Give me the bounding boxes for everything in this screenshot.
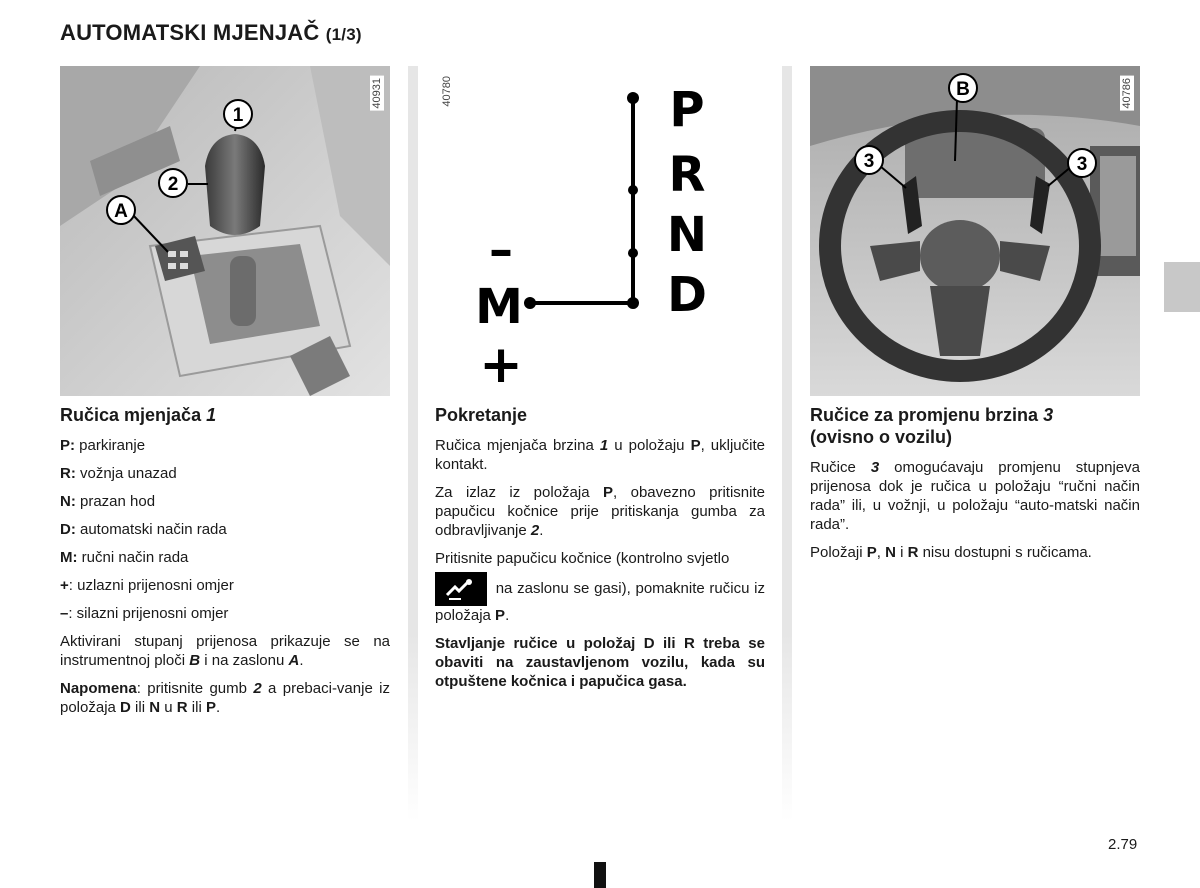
item-key: P: (60, 437, 75, 454)
ref: R (176, 699, 188, 716)
figure-code: 40780 (441, 76, 453, 107)
ref: A (288, 652, 300, 669)
text: Ručice (810, 459, 871, 476)
section-title-number: 1 (206, 405, 217, 425)
text: u (160, 699, 177, 716)
paragraph-note (60, 679, 390, 717)
item-key: R: (60, 465, 76, 482)
text: . (299, 652, 304, 669)
ref: 1 (599, 437, 609, 454)
ref: 3 (870, 459, 880, 476)
item-key: – (60, 605, 69, 622)
chapter-thumb-tab (1164, 262, 1200, 312)
text: Položaji (810, 544, 867, 561)
callout-b: B (956, 79, 970, 100)
page-number: 2.79 (1108, 836, 1138, 853)
section-title-gear-lever (60, 404, 390, 426)
ref: R (907, 544, 919, 561)
steering-wheel-illustration (810, 66, 1140, 396)
gear-letter-d: D (667, 267, 707, 323)
text: a prebaci-vanje iz položaja (60, 680, 390, 716)
gear-lever-photo (60, 66, 390, 396)
item-text: vožnja unazad (75, 465, 177, 482)
ref: P (495, 607, 506, 624)
text: : pritisnite gumb (136, 680, 254, 697)
text: u položaju (608, 437, 691, 454)
minus-symbol: – (489, 222, 513, 278)
paragraph-brake-light: Pritisnite papučicu kočnice (kontrolno svjetlo (435, 550, 730, 567)
ref: P (690, 437, 701, 454)
gear-pattern-illustration (435, 66, 765, 396)
item-key: + (60, 577, 69, 594)
list-item (60, 548, 390, 567)
column-paddles (810, 66, 1140, 571)
gear-letter-r: R (668, 147, 706, 203)
ref: P (205, 699, 216, 716)
warning-paragraph: Stavljanje ručice u položaj D ili R treba se obaviti na zaustavljenom vozilu, kada su otpuštene kočnica i papučica gasa. (435, 635, 765, 690)
paragraph-gear-display (60, 632, 390, 670)
text: nisu dostupni s ručicama. (918, 544, 1092, 561)
text: Aktivirani stupanj prijenosa prikazuje se na instrumentnoj ploči (60, 633, 390, 669)
item-key: D: (60, 521, 76, 538)
item-text: prazan hod (75, 493, 156, 510)
gear-letter-p: P (669, 82, 705, 138)
ref: B (189, 652, 201, 669)
item-text: : silazni prijenosni omjer (68, 605, 229, 622)
steering-wheel-photo (810, 66, 1140, 396)
paragraph-paddles (810, 458, 1140, 534)
text: . (505, 607, 510, 624)
text: i na zaslonu (200, 652, 289, 669)
list-item (60, 604, 390, 623)
ref: D (120, 699, 131, 716)
column-separator-left (408, 66, 418, 822)
section-title-starting: Pokretanje (435, 405, 528, 425)
ref: N (885, 544, 896, 561)
ref: 2 (253, 680, 262, 697)
gear-pattern-diagram (435, 66, 765, 396)
callout-3-right: 3 (1076, 154, 1088, 175)
list-item (60, 492, 390, 511)
section-title-number: 3 (1043, 405, 1054, 425)
paragraph-positions (810, 543, 1140, 562)
note-label: Napomena (60, 680, 137, 697)
text: . (215, 699, 221, 716)
list-item (60, 576, 390, 595)
item-text: parkiranje (75, 437, 146, 454)
figure-code: 40931 (371, 78, 383, 109)
list-item (60, 436, 390, 455)
callout-a: A (114, 201, 128, 222)
gear-lever-illustration (60, 66, 390, 396)
text: , obavezno pritisnite papučicu kočnice prije pritiskanja gumba za odbravljivanje (435, 484, 765, 539)
brake-pedal-warning-icon (435, 572, 487, 606)
text: na zaslonu se gasi), pomaknite ručicu iz položaja (435, 579, 765, 624)
column-separator-right (782, 66, 792, 822)
gear-letter-n: N (666, 207, 708, 263)
ref: P (603, 484, 614, 501)
column-gear-lever (60, 66, 390, 726)
text: ili (130, 699, 150, 716)
page-title (60, 20, 362, 46)
item-key: M: (60, 549, 78, 566)
item-text: : uzlazni prijenosni omjer (68, 577, 234, 594)
section-title-text: Ručice za promjenu brzina (810, 405, 1039, 425)
text: Za izlaz iz položaja (435, 484, 603, 501)
section-title-qualifier: (ovisno o vozilu) (810, 427, 952, 447)
page-title-subtitle: (1/3) (325, 25, 362, 44)
text: . (539, 522, 544, 539)
paragraph-brake-light-cont (435, 572, 765, 625)
gear-letter-m: M (475, 279, 523, 335)
callout-3-left: 3 (863, 151, 875, 172)
plus-symbol: + (479, 335, 523, 395)
text: , (876, 544, 886, 561)
text: omogućavaju promjenu stupnjeva prijenosa dok je ručica u položaju “ručni način rada” ili, u vožnji, u položaju “auto-matski način rada”. (810, 459, 1140, 533)
figure-code: 40786 (1121, 78, 1133, 109)
page-edge-mark (594, 862, 606, 888)
list-item (60, 464, 390, 483)
section-title-paddles (810, 404, 1140, 448)
ref: N (149, 699, 161, 716)
item-key: N: (60, 493, 76, 510)
text: Ručica mjenjača brzina (435, 437, 600, 454)
page-title-text: AUTOMATSKI MJENJAČ (60, 20, 320, 45)
item-text: ručni način rada (77, 549, 189, 566)
paragraph-exit-park (435, 483, 765, 540)
ref: 2 (530, 522, 540, 539)
item-text: automatski način rada (75, 521, 227, 538)
paragraph-ignition (435, 436, 765, 474)
column-starting (435, 66, 765, 691)
callout-1: 1 (232, 105, 244, 126)
text: ili (187, 699, 206, 716)
text: , uključite kontakt. (435, 437, 765, 473)
text: i (895, 544, 908, 561)
list-item (60, 520, 390, 539)
section-title-text: Ručica mjenjača (60, 405, 202, 425)
ref: P (866, 544, 877, 561)
callout-2: 2 (167, 174, 179, 195)
